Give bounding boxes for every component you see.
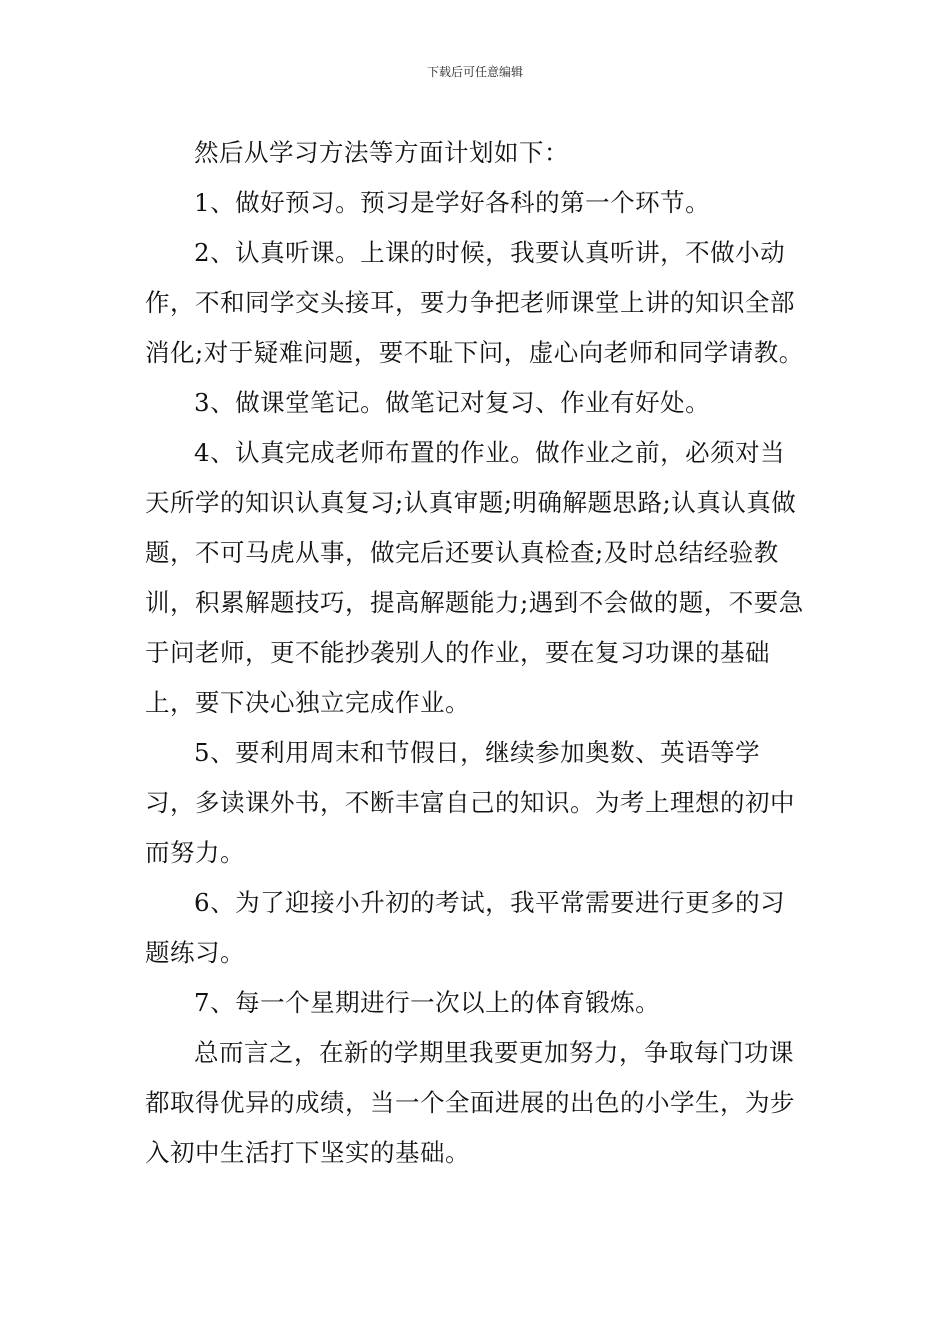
paragraph-item-1: 1、做好预习。预习是学好各科的第一个环节。 (194, 188, 711, 217)
paragraph-intro: 然后从学习方法等方面计划如下： (194, 138, 569, 167)
paragraph-item-2: 2、认真听课。上课的时候，我要认真听讲，不做小动作，不和同学交头接耳，要力争把老师课堂上讲的知识全部消化;对于疑难问题，要不耻下问，虚心向老师和同学请教。 (145, 238, 804, 367)
paragraph-item-3: 3、做课堂笔记。做笔记对复习、作业有好处。 (194, 388, 711, 417)
paragraph-item-4: 4、认真完成老师布置的作业。做作业之前，必须对当天所学的知识认真复习;认真审题;明确解题思路;认真认真做题，不可马虎从事，做完后还要认真检查;及时总结经验教训，积累解题技巧，提高解题能力;遇到不会做的题，不要急于问老师，更不能抄袭别人的作业，要在复习功课的基础上，要下决心独立完成作业。 (145, 438, 804, 717)
page-header: 下载后可任意编辑 (426, 65, 523, 79)
paragraph-item-7: 7、每一个星期进行一次以上的体育锻炼。 (194, 988, 661, 1017)
document-body (145, 128, 810, 1178)
paragraph-item-5: 5、要利用周末和节假日，继续参加奥数、英语等学习，多读课外书，不断丰富自己的知识。为考上理想的初中而努力。 (145, 738, 795, 867)
paragraph-conclusion: 总而言之，在新的学期里我要更加努力，争取每门功课都取得优异的成绩，当一个全面进展的出色的小学生，为步入初中生活打下坚实的基础。 (145, 1038, 795, 1167)
paragraph-item-6: 6、为了迎接小升初的考试，我平常需要进行更多的习题练习。 (145, 888, 786, 967)
